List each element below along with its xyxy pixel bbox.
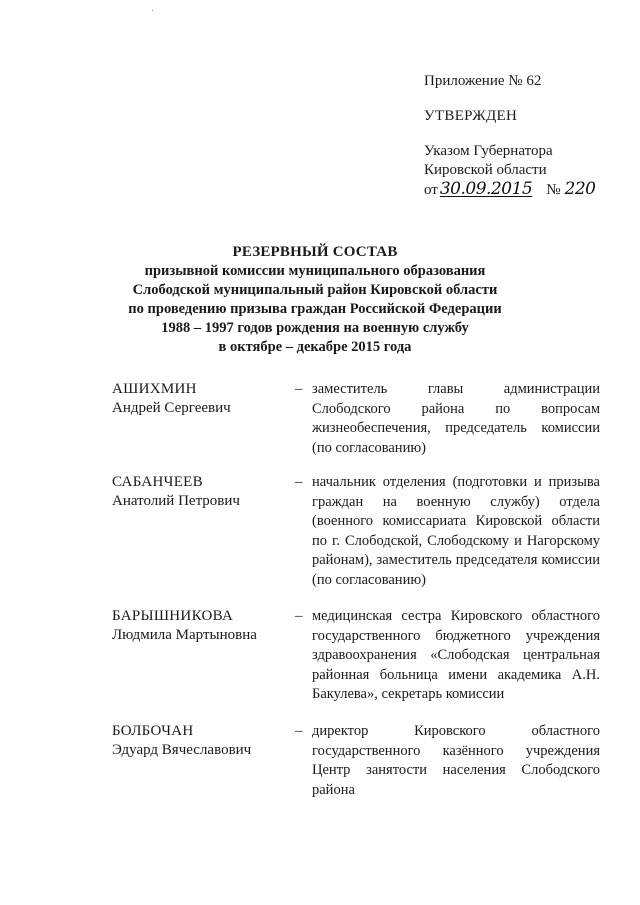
appendix-number: Приложение № 62 (424, 73, 542, 89)
member-given-name: Людмила Мартыновна (112, 627, 257, 643)
member-dash: – (295, 608, 303, 624)
decree-line-1: Указом Губернатора (424, 143, 553, 159)
member-name (112, 722, 282, 760)
document-title (100, 243, 530, 357)
member-role: медицинская сестра Кировского областного государственного бюджетного учреждения здравоохранения «Слободская центральная районная больница имени академика А.Н. Бакулева», секретарь комиссии (312, 608, 600, 702)
title-line-3: по проведению призыва граждан Российской Федерации (128, 301, 502, 317)
appendix-label (424, 72, 624, 91)
member-dash: – (295, 474, 303, 490)
decree-line-2: Кировской области (424, 162, 547, 178)
member-entry (112, 380, 602, 456)
member-name (112, 380, 282, 418)
handwritten-date: 30.09.2015 (439, 179, 533, 199)
approved-label: УТВЕРЖДЕН (424, 108, 518, 124)
member-given-name: Анатолий Петрович (112, 493, 240, 509)
decree-block (424, 142, 624, 200)
number-prefix: № (546, 182, 561, 198)
member-dash: – (295, 723, 303, 739)
member-given-name: Эдуард Вячеславович (112, 742, 252, 758)
title-main: РЕЗЕРВНЫЙ СОСТАВ (232, 244, 398, 260)
member-surname: САБАНЧЕЕВ (112, 474, 203, 490)
member-role: заместитель главы администрации Слободского района по вопросам жизнеобеспечения, председатель комиссии (по согласованию) (312, 381, 600, 456)
member-name (112, 607, 282, 645)
member-given-name: Андрей Сергеевич (112, 400, 231, 416)
title-line-4: 1988 – 1997 годов рождения на военную службу (161, 320, 469, 336)
title-line-1: призывной комиссии муниципального образования (144, 263, 486, 279)
member-dash: – (295, 381, 303, 397)
member-name (112, 473, 282, 511)
decree-date-line (424, 180, 624, 200)
member-entry (112, 607, 602, 702)
member-role: директор Кировского областного государственного казённого учреждения Центр занятости населения Слободского района (312, 723, 600, 798)
member-surname: БАРЫШНИКОВА (112, 608, 234, 624)
handwritten-number: 220 (564, 179, 596, 199)
date-prefix: от (424, 182, 438, 198)
member-role: начальник отделения (подготовки и призыва граждан на военную службу) отдела (военного комиссариата Кировской области по г. Слободской, Слободскому и Нагорскому районам), заместитель председателя комиссии (по согласованию) (312, 474, 600, 588)
title-line-2: Слободской муниципальный район Кировской области (132, 282, 498, 298)
member-surname: БОЛБОЧАН (112, 723, 194, 739)
title-line-5: в октябре – декабре 2015 года (218, 339, 412, 355)
member-entry (112, 722, 602, 798)
member-entry (112, 473, 602, 588)
scan-speck (152, 10, 153, 11)
member-surname: АШИХМИН (112, 381, 197, 397)
